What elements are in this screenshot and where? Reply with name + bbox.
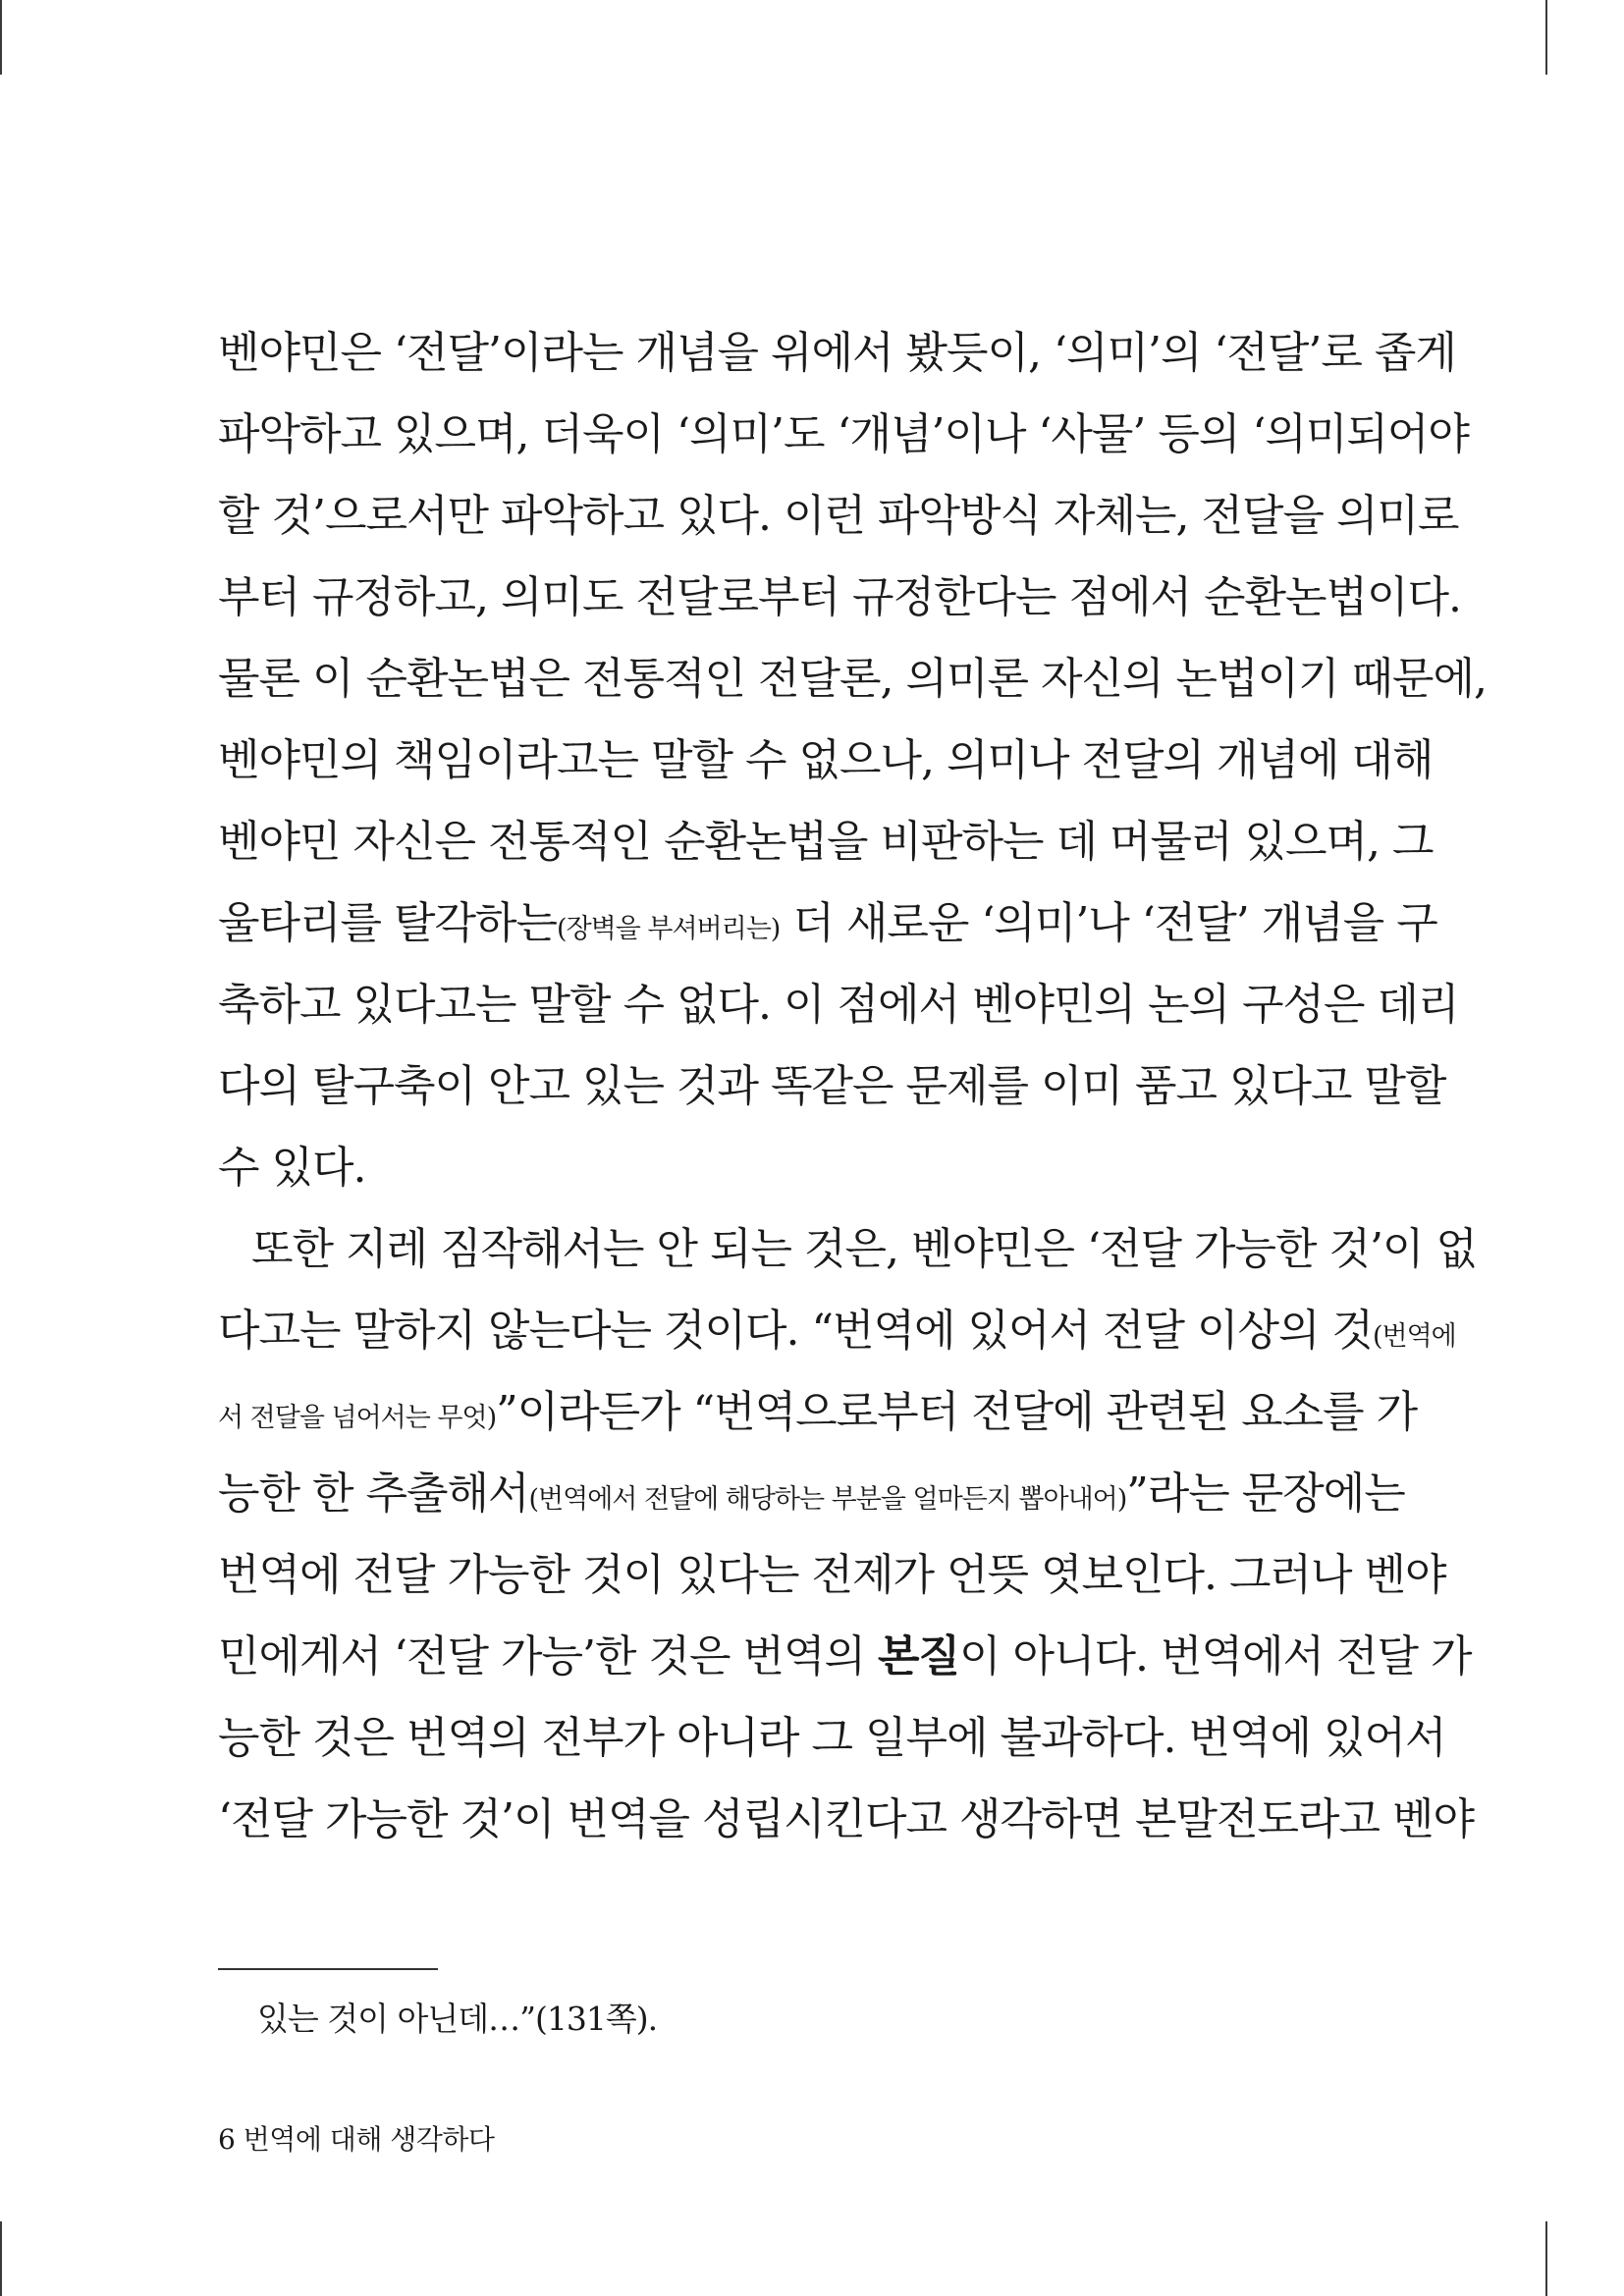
text-line	[218, 1290, 1456, 1371]
text-run: 울타리를 탈각하는	[218, 898, 558, 948]
emphasis-text: 본질	[877, 1631, 959, 1682]
page-number: 6	[218, 2123, 236, 2156]
paragraph-start-line: 또한 지레 짐작해서는 안 되는 것은, 벤야민은 ‘전달 가능한 것’이 없	[251, 1224, 1477, 1274]
text-line: 벤야민은 ‘전달’이라는 개념을 위에서 봤듯이, ‘의미’의 ‘전달’로 좁게	[218, 328, 1456, 378]
translator-gloss: (번역에	[1372, 1321, 1456, 1352]
text-line	[218, 1371, 1418, 1453]
text-line: 능한 것은 번역의 전부가 아니라 그 일부에 불과하다. 번역에 있어서	[218, 1713, 1446, 1763]
text-run: 다고는 말하지 않는다는 것이다. “번역에 있어서 전달 이상의 것	[218, 1306, 1373, 1356]
footnote-divider	[218, 1968, 438, 1970]
text-run: 이 아니다. 번역에서 전달 가	[958, 1631, 1472, 1682]
text-line: ‘전달 가능한 것’이 번역을 성립시킨다고 생각하면 본말전도라고 벤야	[218, 1794, 1474, 1844]
translator-gloss: (번역에서 전달에 해당하는 부분을 얼마든지 뽑아내어)	[528, 1484, 1127, 1515]
text-run: 민에게서 ‘전달 가능’한 것은 번역의	[218, 1631, 878, 1682]
text-run: 능한 한 추출해서	[218, 1468, 529, 1519]
page-footer	[218, 2120, 494, 2160]
text-line: 번역에 전달 가능한 것이 있다는 전제가 언뜻 엿보인다. 그러나 벤야	[218, 1550, 1446, 1600]
text-run: 더 새로운 ‘의미’나 ‘전달’ 개념을 구	[780, 898, 1437, 948]
crop-mark-bottom-left	[0, 2221, 2, 2296]
text-line	[218, 1616, 1472, 1697]
translator-gloss: (장벽을 부셔버리는)	[557, 914, 781, 944]
body-text	[218, 312, 1487, 1860]
paragraph-end-line: 수 있다.	[218, 1143, 366, 1193]
translator-gloss: 서 전달을 넘어서는 무엇)	[218, 1403, 497, 1433]
text-line: 벤야민 자신은 전통적인 순환논법을 비판하는 데 머물러 있으며, 그	[218, 817, 1434, 867]
crop-mark-top-left	[0, 0, 2, 75]
text-line: 파악하고 있으며, 더욱이 ‘의미’도 ‘개념’이나 ‘사물’ 등의 ‘의미되어야	[218, 409, 1469, 459]
text-line	[218, 1453, 1405, 1534]
text-line: 부터 규정하고, 의미도 전달로부터 규정한다는 점에서 순환논법이다.	[218, 572, 1461, 622]
crop-mark-bottom-right	[1545, 2221, 1547, 2296]
text-line	[218, 882, 1437, 964]
text-line: 축하고 있다고는 말할 수 없다. 이 점에서 벤야민의 논의 구성은 데리	[218, 980, 1459, 1030]
text-line: 물론 이 순환논법은 전통적인 전달론, 의미론 자신의 논법이기 때문에,	[218, 654, 1487, 704]
text-line: 할 것’으로서만 파악하고 있다. 이런 파악방식 자체는, 전달을 의미로	[218, 491, 1459, 541]
text-run: ”라는 문장에는	[1126, 1468, 1405, 1519]
running-title: 번역에 대해 생각하다	[243, 2123, 495, 2156]
footnote: 있는 것이 아닌데…”(131쪽).	[257, 2000, 658, 2038]
text-line: 다의 탈구축이 안고 있는 것과 똑같은 문제를 이미 품고 있다고 말할	[218, 1061, 1446, 1111]
text-run: ”이라든가 “번역으로부터 전달에 관련된 요소를 가	[496, 1387, 1418, 1437]
crop-mark-top-right	[1545, 0, 1547, 75]
text-line: 벤야민의 책임이라고는 말할 수 없으나, 의미나 전달의 개념에 대해	[218, 735, 1434, 785]
